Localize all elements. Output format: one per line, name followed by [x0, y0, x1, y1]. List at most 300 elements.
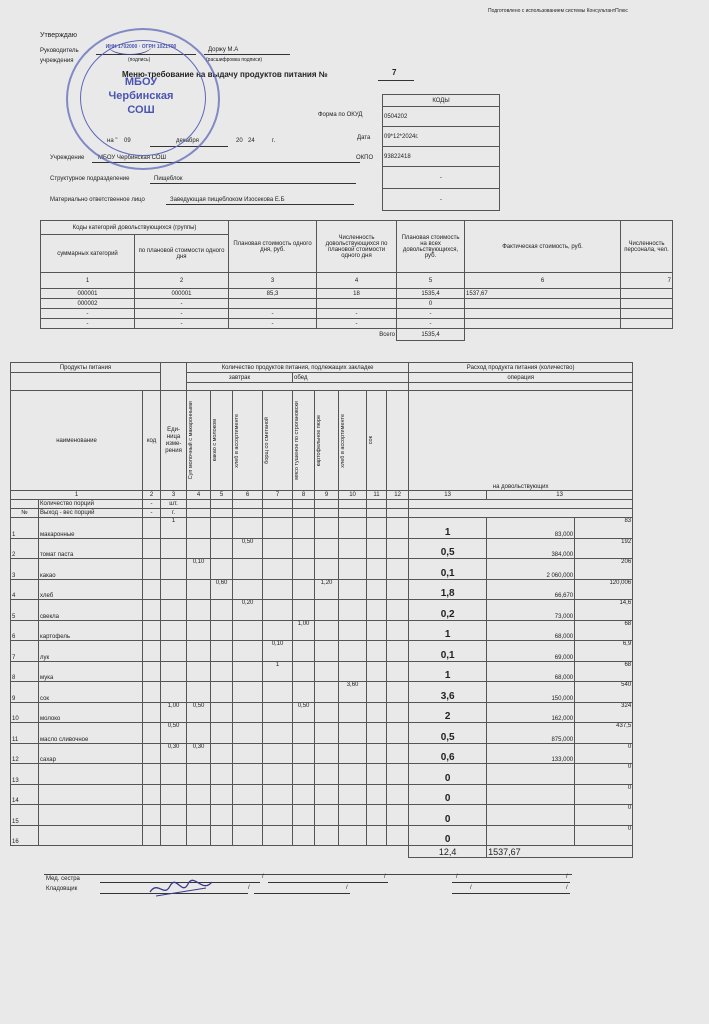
total-qty-cell: 3,6	[409, 682, 487, 703]
table-cell: -	[135, 299, 229, 309]
qty-cell	[161, 682, 187, 703]
qty-cell	[315, 620, 339, 641]
qty-cell	[211, 743, 233, 764]
col-num: 8	[293, 491, 315, 500]
th-dish: борщ со сметаной	[264, 417, 271, 464]
total-qty-cell: 0,1	[409, 559, 487, 580]
table-cell	[143, 682, 161, 703]
table-cell: -	[229, 319, 317, 329]
qty-cell	[339, 579, 367, 600]
qty-cell	[293, 579, 315, 600]
qty-cell: 1	[161, 518, 187, 539]
th-cost: Плановая стоимость одного дня, руб.	[229, 221, 317, 273]
products-table	[10, 362, 633, 858]
qty-cell	[263, 743, 293, 764]
document-number: 7	[392, 68, 397, 77]
price-cell: 68,000	[487, 661, 575, 682]
okud-code: 0504202	[383, 107, 500, 127]
institution-label: учреждения	[40, 58, 74, 64]
qty-cell	[211, 805, 233, 826]
qty-cell	[161, 538, 187, 559]
qty-cell	[263, 784, 293, 805]
qty-cell	[339, 764, 367, 785]
qty-cell	[387, 702, 409, 723]
sum-cell: 68	[575, 661, 633, 682]
table-row	[11, 825, 633, 846]
qty-cell: 1,00	[161, 702, 187, 723]
qty-cell	[161, 620, 187, 641]
table-cell	[317, 299, 397, 309]
slash: /	[248, 885, 250, 891]
weight-label: Выход - вес порций	[39, 509, 143, 518]
qty-cell	[233, 682, 263, 703]
col-num: 13	[487, 491, 633, 500]
qty-cell	[367, 538, 387, 559]
price-cell: 69,000	[487, 641, 575, 662]
col-num: 4	[187, 491, 211, 500]
date-prefix: на "	[107, 138, 118, 144]
table-row	[11, 764, 633, 785]
col-num: 3	[229, 273, 317, 289]
total-qty-cell: 0	[409, 784, 487, 805]
qty-cell	[187, 518, 211, 539]
row-number: 14	[11, 784, 39, 805]
sum-cell: 6,9	[575, 641, 633, 662]
qty-cell	[339, 805, 367, 826]
qty-cell	[315, 825, 339, 846]
qty-cell	[339, 641, 367, 662]
table-cell	[143, 743, 161, 764]
qty-cell	[387, 682, 409, 703]
qty-cell	[187, 620, 211, 641]
table-row	[11, 620, 633, 641]
row-number: 9	[11, 682, 39, 703]
qty-cell	[233, 723, 263, 744]
sum-cell: 0	[575, 825, 633, 846]
col-num: 6	[465, 273, 621, 289]
sum-cell: 540	[575, 682, 633, 703]
col-num: 2	[135, 273, 229, 289]
qty-cell	[233, 641, 263, 662]
table-cell	[143, 825, 161, 846]
head-name: Доржу М.А	[208, 47, 239, 53]
th-dish: хлеб в ассортименте	[234, 413, 241, 468]
table-cell	[143, 723, 161, 744]
slash: /	[566, 885, 568, 891]
qty-cell	[315, 702, 339, 723]
decode-hint: (расшифровка подписи)	[206, 57, 263, 63]
qty-cell	[211, 620, 233, 641]
table-cell	[143, 600, 161, 621]
row-number: 11	[11, 723, 39, 744]
table-cell	[621, 299, 673, 309]
table-row	[11, 682, 633, 703]
table-cell: 1535,4	[397, 289, 465, 299]
qty-cell	[387, 784, 409, 805]
total-qty-cell: 0,6	[409, 743, 487, 764]
qty-cell	[187, 784, 211, 805]
sum-cell: 324	[575, 702, 633, 723]
qty-cell	[387, 620, 409, 641]
qty-cell	[211, 641, 233, 662]
product-name: картофель	[39, 620, 143, 641]
qty-cell	[293, 538, 315, 559]
qty-cell	[293, 661, 315, 682]
th-plan-all: Плановая стоимость на всех довольствующихся, руб.	[397, 221, 465, 273]
qty-cell	[315, 682, 339, 703]
slash: /	[566, 874, 568, 880]
row-number: 13	[11, 764, 39, 785]
division-name: Пищеблок	[154, 176, 183, 182]
qty-cell	[211, 661, 233, 682]
qty-cell	[263, 723, 293, 744]
qty-cell	[315, 805, 339, 826]
total-qty-cell: 0,1	[409, 641, 487, 662]
qty-cell	[187, 661, 211, 682]
qty-cell	[367, 682, 387, 703]
qty-cell	[187, 764, 211, 785]
qty-cell	[187, 538, 211, 559]
table-cell: 1537,67	[465, 289, 621, 299]
table-cell	[229, 299, 317, 309]
th-dish: картофельное пюре	[316, 414, 323, 467]
qty-cell	[315, 518, 339, 539]
responsible-name: Заведующая пищеблоком Изосекова Е.Б	[170, 197, 285, 203]
table-cell: -	[135, 319, 229, 329]
table-cell	[143, 661, 161, 682]
stamp-text-2: Чербинская	[108, 90, 174, 102]
sum-cell: 206	[575, 559, 633, 580]
th-code: код	[143, 391, 161, 491]
col-num: 1	[41, 273, 135, 289]
table-row	[11, 723, 633, 744]
table-cell: -	[41, 319, 135, 329]
head-signature	[108, 36, 152, 55]
product-name: масло сливочное	[39, 723, 143, 744]
qty-cell	[293, 682, 315, 703]
table-row	[11, 702, 633, 723]
qty-cell	[339, 600, 367, 621]
qty-cell	[211, 825, 233, 846]
row-number: 16	[11, 825, 39, 846]
col-num: 7	[263, 491, 293, 500]
total-qty-cell: 1	[409, 620, 487, 641]
qty-cell	[233, 579, 263, 600]
col-num: 9	[315, 491, 339, 500]
no-label: №	[11, 509, 39, 518]
qty-cell	[233, 825, 263, 846]
product-name: молоко	[39, 702, 143, 723]
okud-label: Форма по ОКУД	[318, 112, 363, 118]
qty-cell: 0,10	[263, 641, 293, 662]
qty-cell	[233, 805, 263, 826]
slash: /	[346, 885, 348, 891]
qty-cell	[387, 805, 409, 826]
col-num: 11	[367, 491, 387, 500]
qty-cell	[293, 743, 315, 764]
qty-cell	[187, 579, 211, 600]
sum-cell: 0	[575, 764, 633, 785]
total-sum: 1537,67	[487, 846, 633, 858]
total-qty-cell: 1	[409, 518, 487, 539]
qty-cell	[367, 661, 387, 682]
qty-cell: 1,00	[293, 620, 315, 641]
qty-cell: 0,50	[233, 538, 263, 559]
qty-cell	[339, 518, 367, 539]
qty-cell	[315, 723, 339, 744]
qty-cell	[263, 579, 293, 600]
table-cell: -	[317, 309, 397, 319]
sum-cell: 0	[575, 784, 633, 805]
th-unit: Еди-ница изме-рения	[161, 391, 187, 491]
qty-cell	[161, 784, 187, 805]
th-dish: какао с молоком	[212, 419, 219, 462]
table-row	[11, 538, 633, 559]
col-num: 1	[11, 491, 143, 500]
date-day: 09	[124, 138, 131, 144]
qty-cell	[263, 620, 293, 641]
dash: -	[143, 509, 161, 518]
product-name	[39, 784, 143, 805]
qty-cell	[293, 784, 315, 805]
signature-hint: (подпись)	[128, 57, 151, 63]
table-row	[11, 743, 633, 764]
year-prefix: 20	[236, 138, 243, 144]
total-qty-cell: 1	[409, 661, 487, 682]
price-cell: 150,000	[487, 682, 575, 703]
total-qty-cell: 1,8	[409, 579, 487, 600]
weight-unit: г.	[161, 509, 187, 518]
qty-cell	[211, 764, 233, 785]
sum-cell: 83	[575, 518, 633, 539]
qty-cell	[293, 764, 315, 785]
qty-cell	[187, 825, 211, 846]
stamp-ring-text: ИНН 1702000 · ОГРН 1021700	[105, 44, 177, 50]
sum-cell: 120,006	[575, 579, 633, 600]
date-label: Дата	[357, 135, 371, 141]
qty-cell	[161, 559, 187, 580]
qty-cell	[263, 764, 293, 785]
qty-cell	[211, 518, 233, 539]
col-num: 13	[409, 491, 487, 500]
qty-cell	[187, 600, 211, 621]
product-name	[39, 805, 143, 826]
qty-cell	[367, 805, 387, 826]
table-row	[11, 559, 633, 580]
price-cell: 68,000	[487, 620, 575, 641]
qty-cell	[387, 661, 409, 682]
qty-cell	[367, 559, 387, 580]
qty-cell	[233, 661, 263, 682]
qty-cell	[339, 702, 367, 723]
qty-cell	[293, 559, 315, 580]
table-cell	[465, 319, 621, 329]
year-suffix: г.	[272, 138, 276, 144]
th-fact: Фактическая стоимость, руб.	[465, 221, 621, 273]
qty-cell	[211, 559, 233, 580]
approval-title: Утверждаю	[40, 32, 77, 39]
th-qty: Количество продуктов питания, подлежащих закладке	[187, 363, 409, 373]
table-row	[11, 579, 633, 600]
qty-cell	[233, 764, 263, 785]
row-number: 6	[11, 620, 39, 641]
col-num: 5	[397, 273, 465, 289]
qty-cell: 1,20	[315, 579, 339, 600]
th-lunch: обед	[293, 373, 409, 383]
qty-cell	[233, 784, 263, 805]
categories-table	[40, 220, 673, 341]
qty-cell	[315, 538, 339, 559]
qty-cell	[367, 723, 387, 744]
qty-cell	[315, 600, 339, 621]
row-number: 2	[11, 538, 39, 559]
table-cell: 000001	[135, 289, 229, 299]
qty-cell	[233, 743, 263, 764]
total-label: Всего	[379, 331, 396, 338]
qty-cell	[161, 579, 187, 600]
product-name: сок	[39, 682, 143, 703]
table-cell	[143, 641, 161, 662]
dash: -	[143, 500, 161, 509]
th-count: Численность довольствующихся по плановой стоимости одного дня	[317, 221, 397, 273]
portions-unit: шт.	[161, 500, 187, 509]
col-num: 6	[233, 491, 263, 500]
qty-cell	[339, 620, 367, 641]
qty-cell	[161, 825, 187, 846]
qty-cell	[263, 805, 293, 826]
row-number: 5	[11, 600, 39, 621]
qty-cell	[387, 764, 409, 785]
qty-cell	[187, 723, 211, 744]
qty-cell	[263, 702, 293, 723]
qty-cell	[339, 784, 367, 805]
table-cell: -	[397, 309, 465, 319]
qty-cell	[367, 764, 387, 785]
year: 24	[248, 138, 255, 144]
qty-cell	[233, 702, 263, 723]
nurse-label: Мед. сестра	[46, 876, 80, 882]
product-name: сахар	[39, 743, 143, 764]
qty-cell	[233, 620, 263, 641]
total-qty: 12,4	[409, 846, 487, 858]
table-cell	[143, 559, 161, 580]
qty-cell	[211, 784, 233, 805]
storekeeper-label: Кладовщик	[46, 886, 78, 892]
responsible-label: Материально ответственное лицо	[50, 197, 145, 203]
total-qty-cell: 0,5	[409, 723, 487, 744]
th-dish: хлеб в ассортименте	[340, 413, 347, 468]
total-qty-cell: 0	[409, 825, 487, 846]
table-cell: 85,3	[229, 289, 317, 299]
col-num: 10	[339, 491, 367, 500]
table-cell: -	[135, 309, 229, 319]
slash: /	[470, 885, 472, 891]
qty-cell: 0,50	[187, 702, 211, 723]
price-cell: 66,670	[487, 579, 575, 600]
qty-cell	[367, 620, 387, 641]
code-blank-1: -	[383, 167, 500, 189]
qty-cell	[367, 702, 387, 723]
price-cell: 162,000	[487, 702, 575, 723]
product-name: макаронные	[39, 518, 143, 539]
qty-cell: 0,30	[161, 743, 187, 764]
col-num: 7	[621, 273, 673, 289]
qty-cell	[315, 661, 339, 682]
qty-cell: 0,50	[161, 723, 187, 744]
qty-cell	[263, 538, 293, 559]
table-cell	[621, 289, 673, 299]
table-cell	[143, 518, 161, 539]
qty-cell	[293, 723, 315, 744]
table-row	[11, 600, 633, 621]
qty-cell: 0,30	[187, 743, 211, 764]
table-row	[11, 518, 633, 539]
okpo-label: ОКПО	[356, 155, 374, 161]
product-name: свекла	[39, 600, 143, 621]
col-num: 2	[143, 491, 161, 500]
qty-cell	[161, 600, 187, 621]
qty-cell	[339, 825, 367, 846]
price-cell	[487, 825, 575, 846]
stamp-text-1: МБОУ	[124, 76, 158, 88]
table-cell	[143, 784, 161, 805]
qty-cell	[339, 723, 367, 744]
product-name	[39, 825, 143, 846]
date-code: 09*12*2024г.	[383, 127, 500, 147]
total-qty-cell: 2	[409, 702, 487, 723]
qty-cell	[211, 702, 233, 723]
price-cell: 875,000	[487, 723, 575, 744]
document-title: Меню-требование на выдачу продуктов питания №	[122, 70, 328, 79]
th-operation: операция	[409, 373, 633, 383]
th-breakfast: завтрак	[187, 373, 293, 383]
qty-cell	[161, 641, 187, 662]
row-number: 4	[11, 579, 39, 600]
price-cell: 384,000	[487, 538, 575, 559]
header-note: Подготовлено с использованием системы КонсультантПлюс	[488, 8, 628, 14]
row-number: 1	[11, 518, 39, 539]
qty-cell	[387, 825, 409, 846]
th-plan: по плановой стоимости одного дня	[135, 235, 229, 273]
qty-cell	[387, 743, 409, 764]
row-number: 3	[11, 559, 39, 580]
table-cell	[465, 309, 621, 319]
th-staff: Численность персонала, чел.	[621, 221, 673, 273]
price-cell	[487, 805, 575, 826]
sum-cell: 0	[575, 805, 633, 826]
total-plan: 1535,4	[397, 329, 465, 341]
qty-cell	[263, 518, 293, 539]
qty-cell	[367, 579, 387, 600]
table-cell: 000001	[41, 289, 135, 299]
qty-cell	[293, 825, 315, 846]
qty-cell	[233, 559, 263, 580]
row-number: 8	[11, 661, 39, 682]
qty-cell: 0,60	[211, 579, 233, 600]
col-num: 12	[387, 491, 409, 500]
table-cell	[143, 764, 161, 785]
qty-cell	[387, 723, 409, 744]
storekeeper-signature	[146, 878, 216, 900]
total-qty-cell: 0	[409, 764, 487, 785]
qty-cell: 0,50	[293, 702, 315, 723]
codes-table	[382, 94, 500, 211]
qty-cell	[293, 641, 315, 662]
table-cell: 18	[317, 289, 397, 299]
portions-label: Количество порций	[39, 500, 143, 509]
qty-cell	[233, 518, 263, 539]
table-cell	[143, 538, 161, 559]
